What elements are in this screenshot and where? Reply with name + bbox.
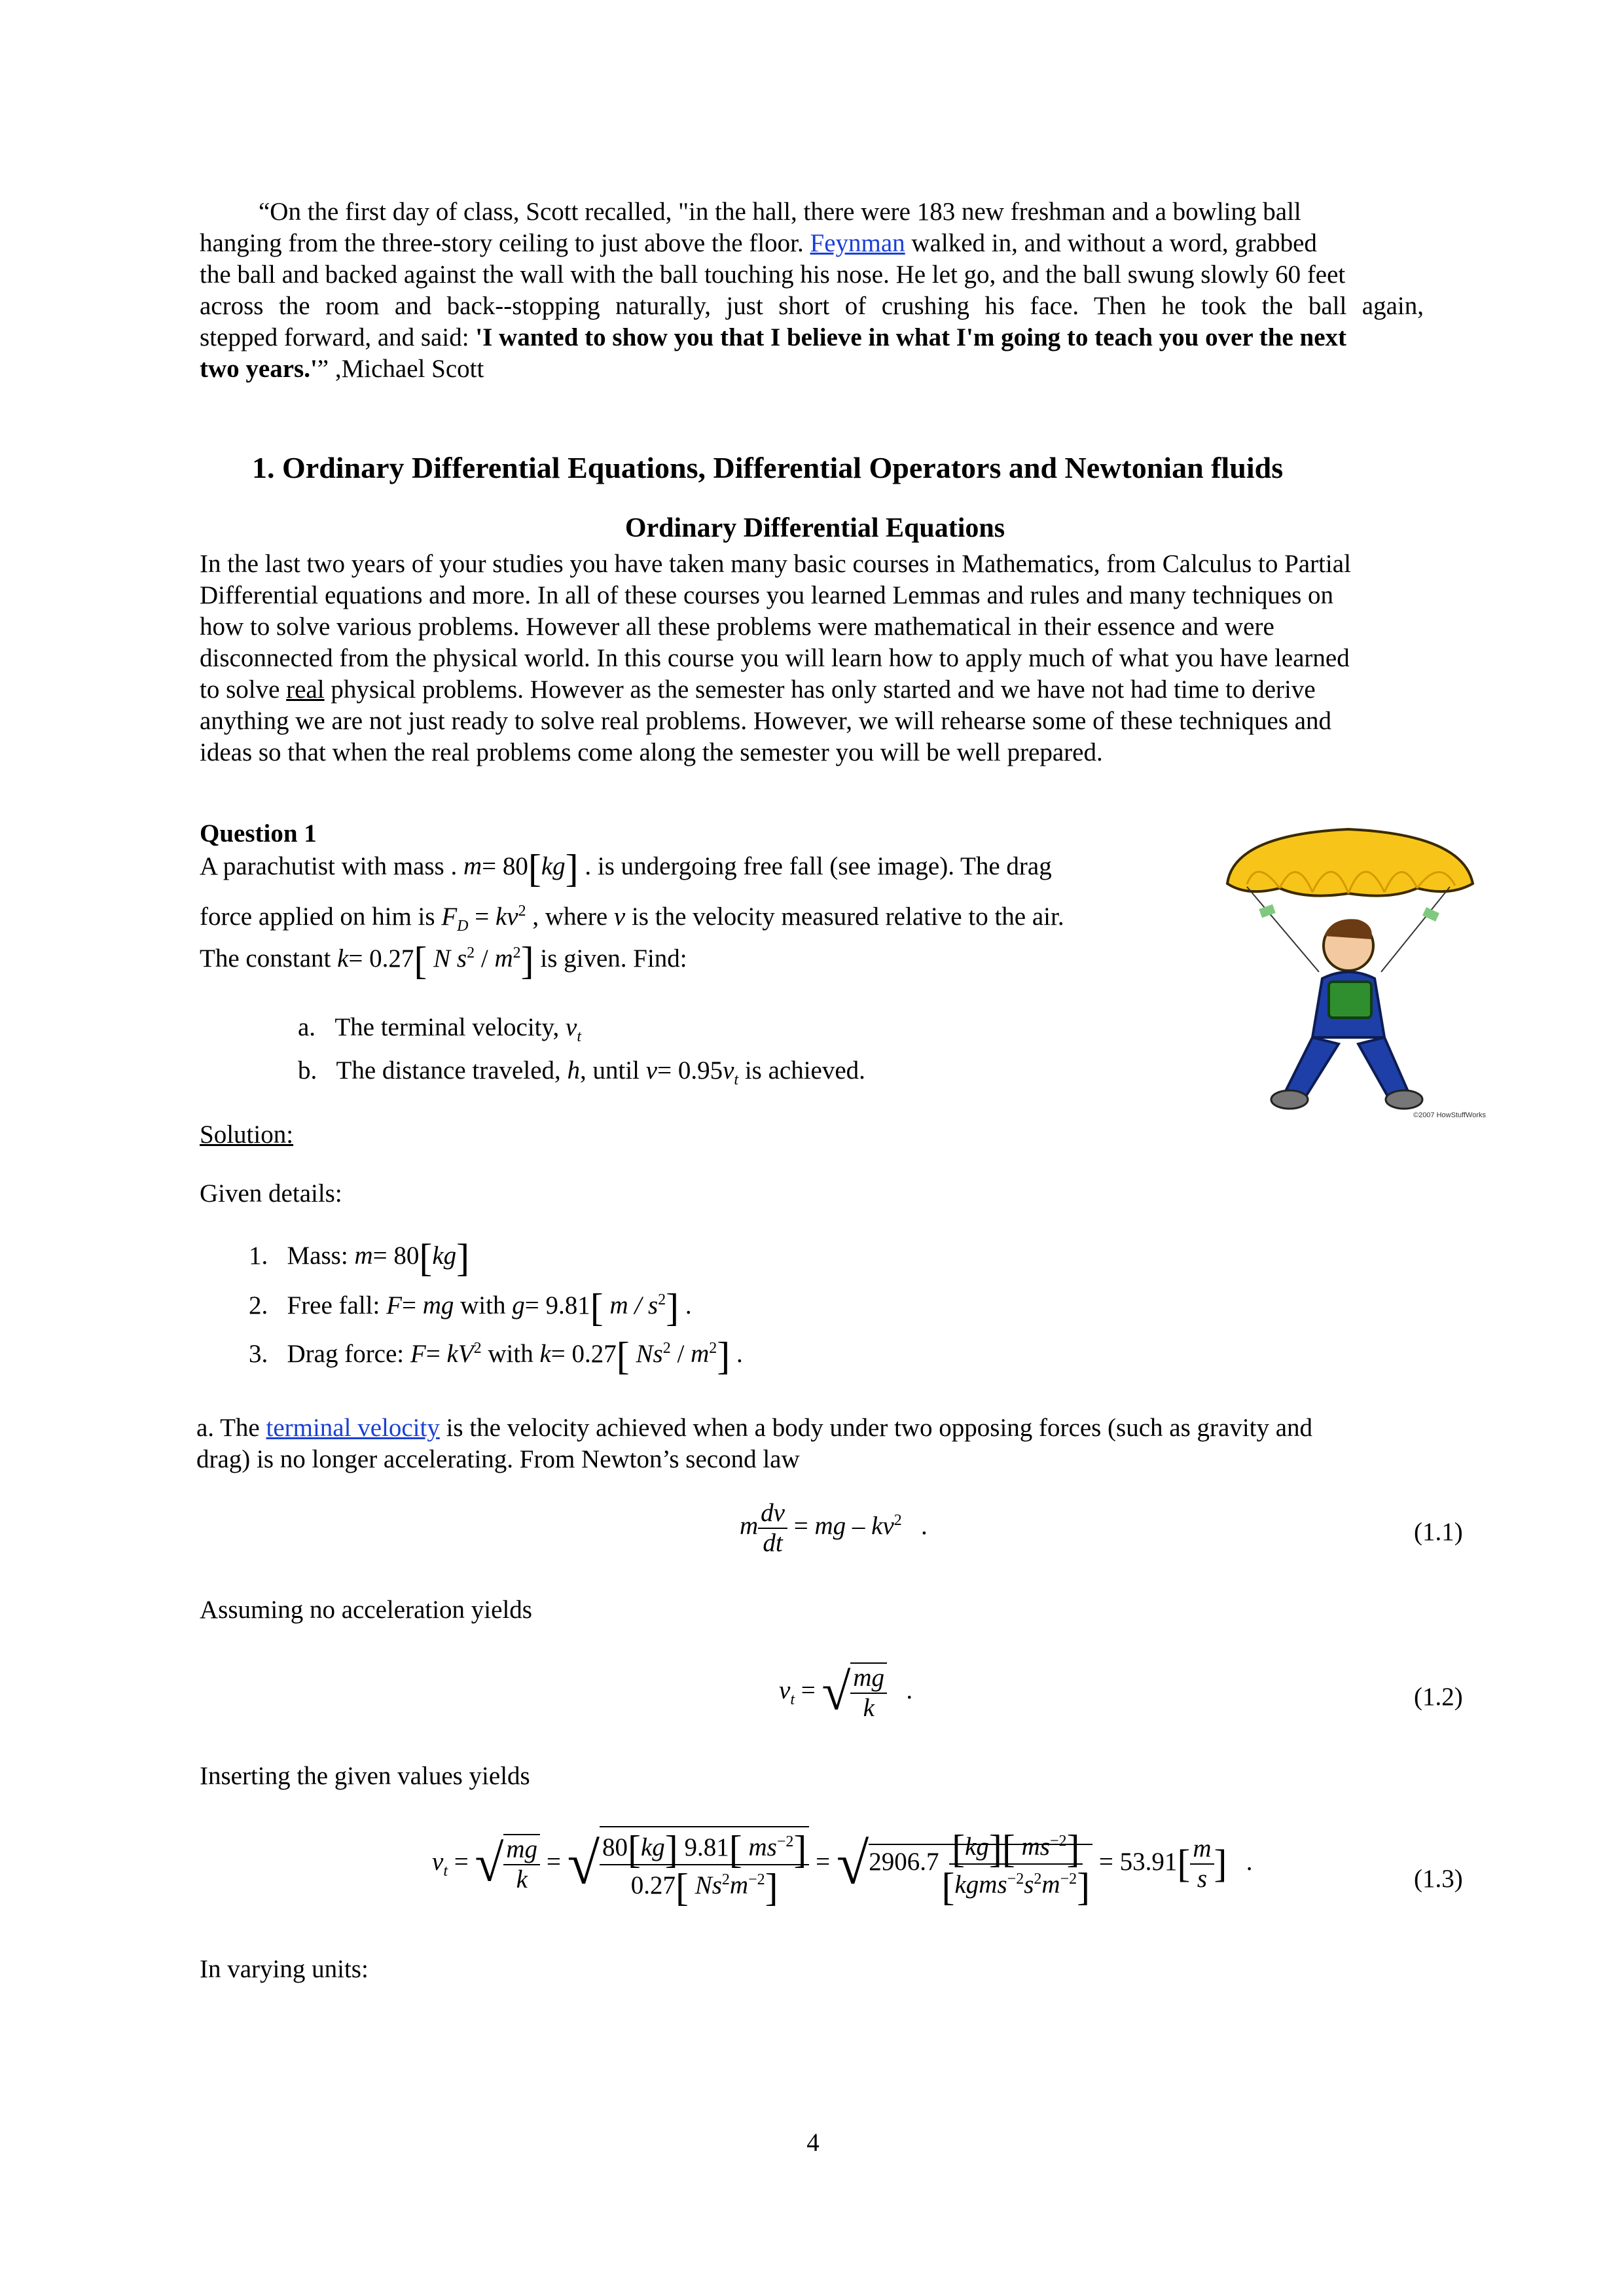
intro-line-5: to solve real physical problems. However as the semester has only started and we have not had time to derive	[200, 675, 1316, 704]
equation-number-1-2: (1.2)	[1414, 1683, 1463, 1711]
image-credit: ©2007 HowStuffWorks	[1413, 1111, 1486, 1119]
varying-units-text: In varying units:	[200, 1955, 369, 1983]
question-line-3: The constant k= 0.27[ N $s^2 / m^2$] is given. Find:	[200, 939, 687, 983]
terminal-velocity-line-1: a. The terminal velocity is the velocity achieved when a body under two opposing forces (such as gravity and	[196, 1414, 1313, 1442]
given-item-3: 3. Drag force: $F= kV^2$ with k= 0.27[ $Ns^2 / m^2$] .	[249, 1335, 743, 1378]
question-line-1: A parachutist with mass . m= 80[kg] . is undergoing free fall (see image). The drag	[200, 847, 1052, 891]
quote-line-2: hanging from the three-story ceiling to just above the floor. Feynman walked in, and without a word, grabbed	[200, 229, 1317, 257]
terminal-velocity-line-2: drag) is no longer accelerating. From Newton’s second law	[196, 1445, 800, 1473]
insert-text: Inserting the given values yields	[200, 1762, 530, 1790]
quote-line-6: two years.'” ,Michael Scott	[200, 355, 484, 383]
equation-1-2: $v_t$ = √ $\frac{mg}{k}$ .	[779, 1663, 913, 1722]
question-item-b: b. The distance traveled, h, until $v= 0.95v_t$ is achieved.	[298, 1056, 865, 1088]
section-title: 1. Ordinary Differential Equations, Differential Operators and Newtonian fluids	[252, 451, 1284, 484]
intro-line-4: disconnected from the physical world. In this course you will learn how to apply much of what you have learned	[200, 644, 1350, 672]
given-item-2: 2. Free fall: F= mg with g= 9.81[ m / $s^2$] .	[249, 1286, 692, 1330]
feynman-link[interactable]: Feynman	[810, 229, 905, 257]
terminal-velocity-link[interactable]: terminal velocity	[266, 1414, 440, 1442]
intro-line-7: ideas so that when the real problems come along the semester you will be well prepared.	[200, 738, 1103, 766]
quote-line-4: across the room and back--stopping naturally, just short of crushing his face. Then he took the ball again,	[200, 292, 1424, 320]
question-item-a: a. The terminal velocity, $v_t$	[298, 1013, 581, 1045]
equation-1-3: $v_t$ = √ $\frac{mg}{k}$ = √ $\frac{80[kg] 9.81[ ms^{-2}]}{0.27[ Ns^2m^{-2}]}$ = √2906.7 $\frac{[kg][ ms^{-2}]}{[kgms^{-2}s^2m^{-2}]}$ = 53.91[ $\frac{m}{s}$ ] .	[432, 1826, 1252, 1902]
parachutist-illustration	[1208, 821, 1489, 1119]
quote-line-1: “On the first day of class, Scott recalled, "in the hall, there were 183 new freshman and a bowling ball	[259, 198, 1301, 226]
intro-line-3: how to solve various problems. However all these problems were mathematical in their essence and were	[200, 613, 1274, 641]
given-item-1: 1. Mass: m= 80[kg]	[249, 1236, 470, 1280]
quote-line-3: the ball and backed against the wall with the ball touching his nose. He let go, and the ball swung slowly 60 feet	[200, 260, 1346, 289]
assume-text: Assuming no acceleration yields	[200, 1596, 532, 1624]
quote-line-5: stepped forward, and said: 'I wanted to show you that I believe in what I'm going to teach you over the next	[200, 323, 1347, 351]
intro-line-2: Differential equations and more. In all of these courses you learned Lemmas and rules and many techniques on	[200, 581, 1334, 609]
page-number: 4	[806, 2128, 820, 2157]
intro-line-1: In the last two years of your studies you have taken many basic courses in Mathematics, from Calculus to Partial	[200, 550, 1351, 578]
equation-1-1: m $\frac{dv}{dt}$ = mg – $kv^2$ .	[740, 1499, 928, 1557]
equation-number-1-1: (1.1)	[1414, 1518, 1463, 1546]
intro-line-6: anything we are not just ready to solve real problems. However, we will rehearse some of these techniques and	[200, 707, 1332, 735]
question-heading: Question 1	[200, 819, 317, 848]
equation-number-1-3: (1.3)	[1414, 1865, 1463, 1893]
section-subtitle: Ordinary Differential Equations	[624, 513, 1005, 543]
solution-heading: Solution:	[200, 1121, 294, 1149]
question-line-2: force applied on him is $F_D = kv^2$ , where v is the velocity measured relative to the air.	[200, 903, 1064, 935]
given-details: Given details:	[200, 1179, 342, 1208]
